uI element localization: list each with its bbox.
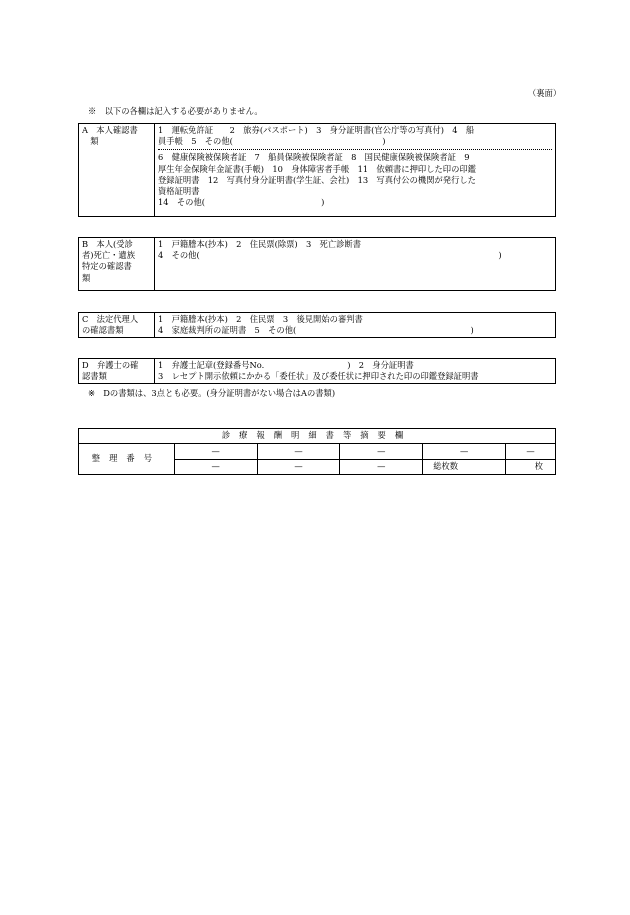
section-c-label [79,313,155,338]
dash-cell: — [340,444,423,460]
dash-cell: — [257,444,340,460]
section-d-table [78,358,556,384]
section-d-label-line: D 弁護士の確 [82,360,139,370]
section-d-label [79,359,155,384]
section-a-option-line: 員手帳 5 その他( ) [158,136,386,147]
section-d-option-line: 1 弁護士記章(登録番号No. ) 2 身分証明書 [158,360,414,370]
section-d-label-line: 認書類 [82,371,107,382]
section-a-options [155,124,556,217]
section-c-label-line: の確認書類 [82,325,124,336]
section-b-label-line: B 本人(受診 [82,239,133,249]
summary-title-text: 診療報酬明細書等摘要欄 [221,430,413,441]
section-d-option-line: 3 レセプト開示依頼にかかる「委任状」及び委任状に押印された印の印鑑登録証明書 [158,371,479,382]
section-b-label-line: 類 [82,272,91,283]
section-b-options [155,238,556,291]
section-b-label-line: 者)死亡・遺族 [82,250,136,261]
section-d-options [155,359,556,384]
section-a-option-line: 資格証明書 [158,185,200,196]
section-c-option-line: 1 戸籍謄本(抄本) 2 住民票 3 後見開始の審判書 [158,314,363,324]
total-count-label: 総枚数 [423,459,506,475]
row-label-cell [79,444,175,475]
section-d-note: ※ Dの書類は、3点とも必要。(身分証明書がない場合はAの書類) [88,388,336,398]
dash-cell: — [423,444,506,460]
section-a-label-line: 類 [82,136,99,147]
total-count-unit: 枚 [506,459,556,475]
section-a-option-line: 1 運転免許証 2 旅券(パスポート) 3 身分証明書(官公庁等の写真付) 4 船 [158,125,475,135]
dash-cell: — [257,459,340,475]
section-c-table [78,312,556,338]
section-c-label-line: C 法定代理人 [82,314,139,324]
page-side-label: （裏面） [528,88,562,98]
section-c-options [155,313,556,338]
dash-cell: — [174,444,257,460]
section-a-option-line: 6 健康保険被保険者証 7 船員保険被保険者証 8 国民健康保険被保険者証 9 [158,152,470,163]
dash-cell: — [340,459,423,475]
section-c-option-line: 4 家庭裁判所の証明書 5 その他( ) [158,325,474,336]
dotted-divider [158,149,552,150]
section-a-option-line: 14 その他( ) [158,197,325,208]
section-a-table [78,123,556,217]
section-b-option-line: 1 戸籍謄本(抄本) 2 住民票(除票) 3 死亡診断書 [158,239,362,249]
summary-title [79,429,556,444]
section-b-label-line: 特定の確認書 [82,261,132,272]
section-a-label [79,124,155,217]
dash-cell: — [174,459,257,475]
row-label-text: 整理番号 [91,453,161,464]
section-b-option-line: 4 その他( ) [158,250,502,261]
section-b-label [79,238,155,291]
section-a-label-line: A 本人確認書 [82,125,138,135]
section-b-table [78,237,556,291]
section-a-option-line: 厚生年金保険年金証書(手帳) 10 身体障害者手帳 11 依頼書に押印した印の印鑑 [158,163,476,174]
summary-table [78,428,556,475]
dash-cell: — [506,444,556,460]
section-a-option-line: 登録証明書 12 写真付身分証明書(学生証、会社) 13 写真付公の機関が発行した [158,174,476,185]
top-note: ※ 以下の各欄は記入する必要がありません。 [88,106,263,116]
